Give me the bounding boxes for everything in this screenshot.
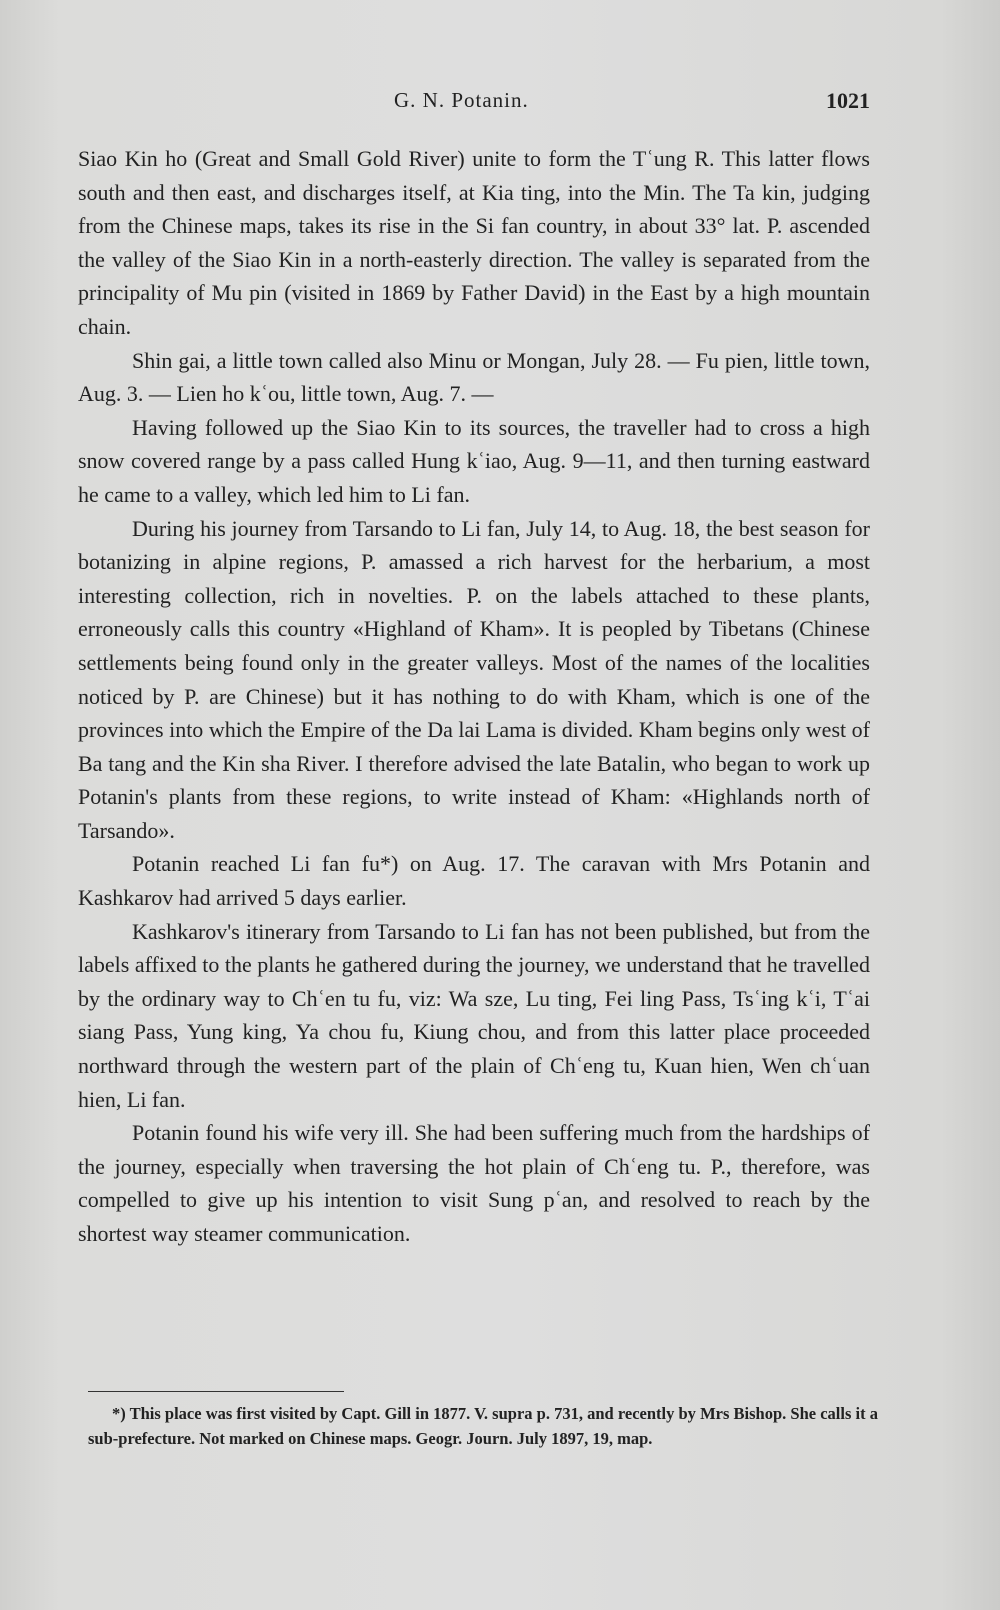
paragraph-2: Shin gai, a little town called also Minu or Mongan, July 28. — Fu pien, little town, Aug. 3. — Lien ho kʿou, little town, Aug. 7. —: [78, 347, 870, 407]
paragraph-4: During his journey from Tarsando to Li fan, July 14, to Aug. 18, the best season for botanizing in alpine regions, P. amassed a rich harvest for the herbarium, a most interesting collection, rich in novelties. P. on the labels attached to these plants, erroneously calls this country «Highland of Kham». It is peopled by Tibetans (Chinese settlements being found only in the greater valleys. Most of the names of the localities noticed by P. are Chinese) but it has nothing to do with Kham, which is one of the provinces into which the Empire of the Da lai Lama is divided. Kham begins only west of Ba tang and the Kin sha River. I therefore advised the late Batalin, who began to work up Potanin's plants from these regions, to write instead of Kham: «Highlands north of Tarsando».: [78, 515, 870, 843]
page-number: 1021: [826, 88, 870, 113]
running-head: G. N. Potanin.: [394, 88, 529, 112]
paragraph-6: Kashkarov's itinerary from Tarsando to Li fan has not been published, but from the labels affixed to the plants he gathered during the journey, we understand that he travelled by the ordinary way to Chʿen tu fu, viz: Wa sze, Lu ting, Fei ling Pass, Tsʿing kʿi, Tʿai siang Pass, Yung king, Ya chou fu, Kiung chou, and from this latter place proceeded northward through the western part of the plain of Chʿeng tu, Kuan hien, Wen chʿuan hien, Li fan.: [78, 918, 870, 1112]
page-header: [78, 88, 870, 124]
paragraph-7: Potanin found his wife very ill. She had been suffering much from the hardships of the journey, especially when traversing the hot plain of Chʿeng tu. P., therefore, was compelled to give up his intention to visit Sung pʿan, and resolved to reach by the shortest way steamer communication.: [78, 1120, 870, 1246]
paragraph-1: Siao Kin ho (Great and Small Gold River) unite to form the Tʿung R. This latter flows south and then east, and discharges itself, at Kia ting, into the Min. The Ta kin, judging from the Chinese maps, takes its rise in the Si fan country, in about 33° lat. P. ascended the valley of the Siao Kin in a north-easterly direction. The valley is separated from the principality of Mu pin (visited in 1869 by Father David) in the East by a high mountain chain.: [78, 146, 870, 339]
paragraph-3: Having followed up the Siao Kin to its sources, the traveller had to cross a high snow covered range by a pass called Hung kʿiao, Aug. 9—11, and then turning eastward he came to a valley, which led him to Li fan.: [78, 414, 870, 507]
footnote-rule: [88, 1391, 344, 1392]
body-text: [78, 142, 870, 1251]
paragraph-5: Potanin reached Li fan fu*) on Aug. 17. The caravan with Mrs Potanin and Kashkarov had arrived 5 days earlier.: [78, 851, 870, 911]
footnote: *) This place was first visited by Capt. Gill in 1877. V. supra p. 731, and recently by Mrs Bishop. She calls it a sub-prefecture. Not marked on Chinese maps. Geogr. Journ. July 1897, 19, map.: [88, 1404, 878, 1448]
